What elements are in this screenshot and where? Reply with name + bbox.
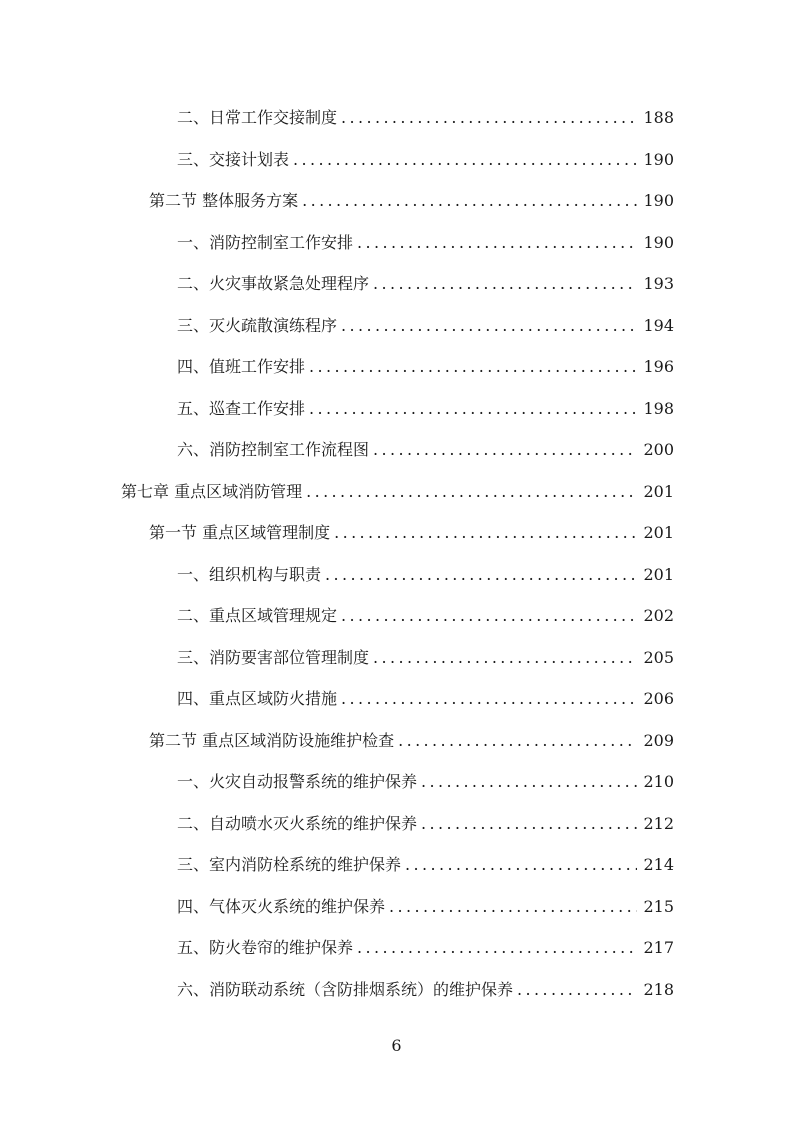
toc-entry[interactable] xyxy=(0,346,793,388)
toc-entry-page: 218 xyxy=(643,979,674,999)
toc-entry-page: 190 xyxy=(643,232,674,252)
toc-entry[interactable] xyxy=(0,388,793,430)
toc-entry-page: 201 xyxy=(643,564,674,584)
toc-entry-title: 五、巡查工作安排 xyxy=(177,398,306,418)
toc-entry[interactable] xyxy=(0,512,793,554)
toc-entry-title: 三、消防要害部位管理制度 xyxy=(177,647,370,667)
toc-entry-title: 第七章 重点区域消防管理 xyxy=(121,481,303,501)
toc-entry-title: 四、值班工作安排 xyxy=(177,357,306,376)
toc-entry[interactable] xyxy=(0,222,793,264)
toc-dot-leader xyxy=(337,305,637,347)
toc-dot-leader xyxy=(353,927,637,969)
toc-entry-page: 190 xyxy=(643,191,674,210)
toc-entry[interactable] xyxy=(0,803,793,845)
toc-dot-leader xyxy=(321,554,637,596)
toc-entry[interactable] xyxy=(0,927,793,969)
toc-dot-leader xyxy=(305,346,637,388)
toc-entry[interactable] xyxy=(0,305,793,347)
toc-entry[interactable] xyxy=(0,678,793,720)
toc-entry-page: 188 xyxy=(643,108,674,127)
toc-entry-page: 214 xyxy=(643,855,674,874)
toc-entry-title: 四、重点区域防火措施 xyxy=(177,689,338,708)
toc-dot-leader xyxy=(394,720,637,762)
toc-entry[interactable] xyxy=(0,471,793,513)
toc-entry-title: 一、消防控制室工作安排 xyxy=(177,232,354,252)
toc-entry-title: 六、消防联动系统（含防排烟系统）的维护保养 xyxy=(177,979,514,999)
toc-entry[interactable] xyxy=(0,720,793,762)
toc-entry[interactable] xyxy=(0,429,793,471)
toc-entry-title: 四、气体灭火系统的维护保养 xyxy=(177,896,386,916)
toc-dot-leader xyxy=(337,595,637,637)
toc-entry[interactable] xyxy=(0,761,793,803)
toc-dot-leader xyxy=(385,886,637,928)
table-of-contents xyxy=(0,97,793,1010)
toc-entry-title: 第一节 重点区域管理制度 xyxy=(149,523,331,542)
toc-entry[interactable] xyxy=(0,554,793,596)
toc-entry-page: 215 xyxy=(643,896,674,916)
toc-entry-title: 一、火灾自动报警系统的维护保养 xyxy=(177,772,418,791)
toc-dot-leader xyxy=(417,761,637,803)
toc-entry-page: 200 xyxy=(643,440,674,459)
toc-dot-leader xyxy=(337,678,637,720)
toc-entry[interactable] xyxy=(0,263,793,305)
toc-entry-page: 206 xyxy=(643,689,674,708)
toc-entry-page: 198 xyxy=(643,398,674,418)
toc-entry[interactable] xyxy=(0,844,793,886)
toc-entry-page: 193 xyxy=(643,274,674,293)
toc-entry-title: 第二节 重点区域消防设施维护检查 xyxy=(149,730,395,750)
toc-entry[interactable] xyxy=(0,969,793,1011)
toc-entry-title: 五、防火卷帘的维护保养 xyxy=(177,938,354,957)
toc-dot-leader xyxy=(289,139,637,181)
toc-dot-leader xyxy=(353,222,637,264)
toc-dot-leader xyxy=(305,388,637,430)
toc-entry-page: 201 xyxy=(643,481,674,501)
toc-entry-page: 212 xyxy=(643,813,674,833)
toc-entry[interactable] xyxy=(0,97,793,139)
toc-entry-page: 201 xyxy=(643,523,674,542)
toc-entry-title: 三、室内消防栓系统的维护保养 xyxy=(177,855,402,874)
toc-dot-leader xyxy=(369,263,637,305)
toc-entry-page: 205 xyxy=(643,647,674,667)
toc-entry-page: 210 xyxy=(643,772,674,791)
toc-entry-title: 三、灭火疏散演练程序 xyxy=(177,315,338,335)
toc-entry-page: 217 xyxy=(643,938,674,957)
toc-dot-leader xyxy=(302,471,637,513)
toc-entry-title: 第二节 整体服务方案 xyxy=(149,191,299,210)
page-number: 6 xyxy=(391,1036,402,1055)
toc-entry-page: 190 xyxy=(643,149,674,169)
toc-dot-leader xyxy=(513,969,637,1011)
toc-dot-leader xyxy=(298,180,637,222)
toc-entry-title: 二、火灾事故紧急处理程序 xyxy=(177,274,370,293)
toc-dot-leader xyxy=(337,97,637,139)
toc-dot-leader xyxy=(417,803,637,845)
toc-entry-title: 三、交接计划表 xyxy=(177,149,290,169)
toc-dot-leader xyxy=(330,512,637,554)
toc-entry[interactable] xyxy=(0,180,793,222)
toc-entry-title: 一、组织机构与职责 xyxy=(177,564,322,584)
toc-entry-page: 202 xyxy=(643,606,674,625)
toc-entry-title: 六、消防控制室工作流程图 xyxy=(177,440,370,459)
toc-entry[interactable] xyxy=(0,886,793,928)
toc-dot-leader xyxy=(369,429,637,471)
toc-entry-title: 二、重点区域管理规定 xyxy=(177,606,338,625)
toc-entry-title: 二、日常工作交接制度 xyxy=(177,108,338,127)
toc-entry-page: 194 xyxy=(643,315,674,335)
toc-dot-leader xyxy=(401,844,637,886)
toc-entry-title: 二、自动喷水灭火系统的维护保养 xyxy=(177,813,418,833)
toc-dot-leader xyxy=(369,637,637,679)
toc-entry[interactable] xyxy=(0,139,793,181)
toc-entry-page: 196 xyxy=(643,357,674,376)
toc-entry-page: 209 xyxy=(643,730,674,750)
toc-entry[interactable] xyxy=(0,637,793,679)
toc-entry[interactable] xyxy=(0,595,793,637)
